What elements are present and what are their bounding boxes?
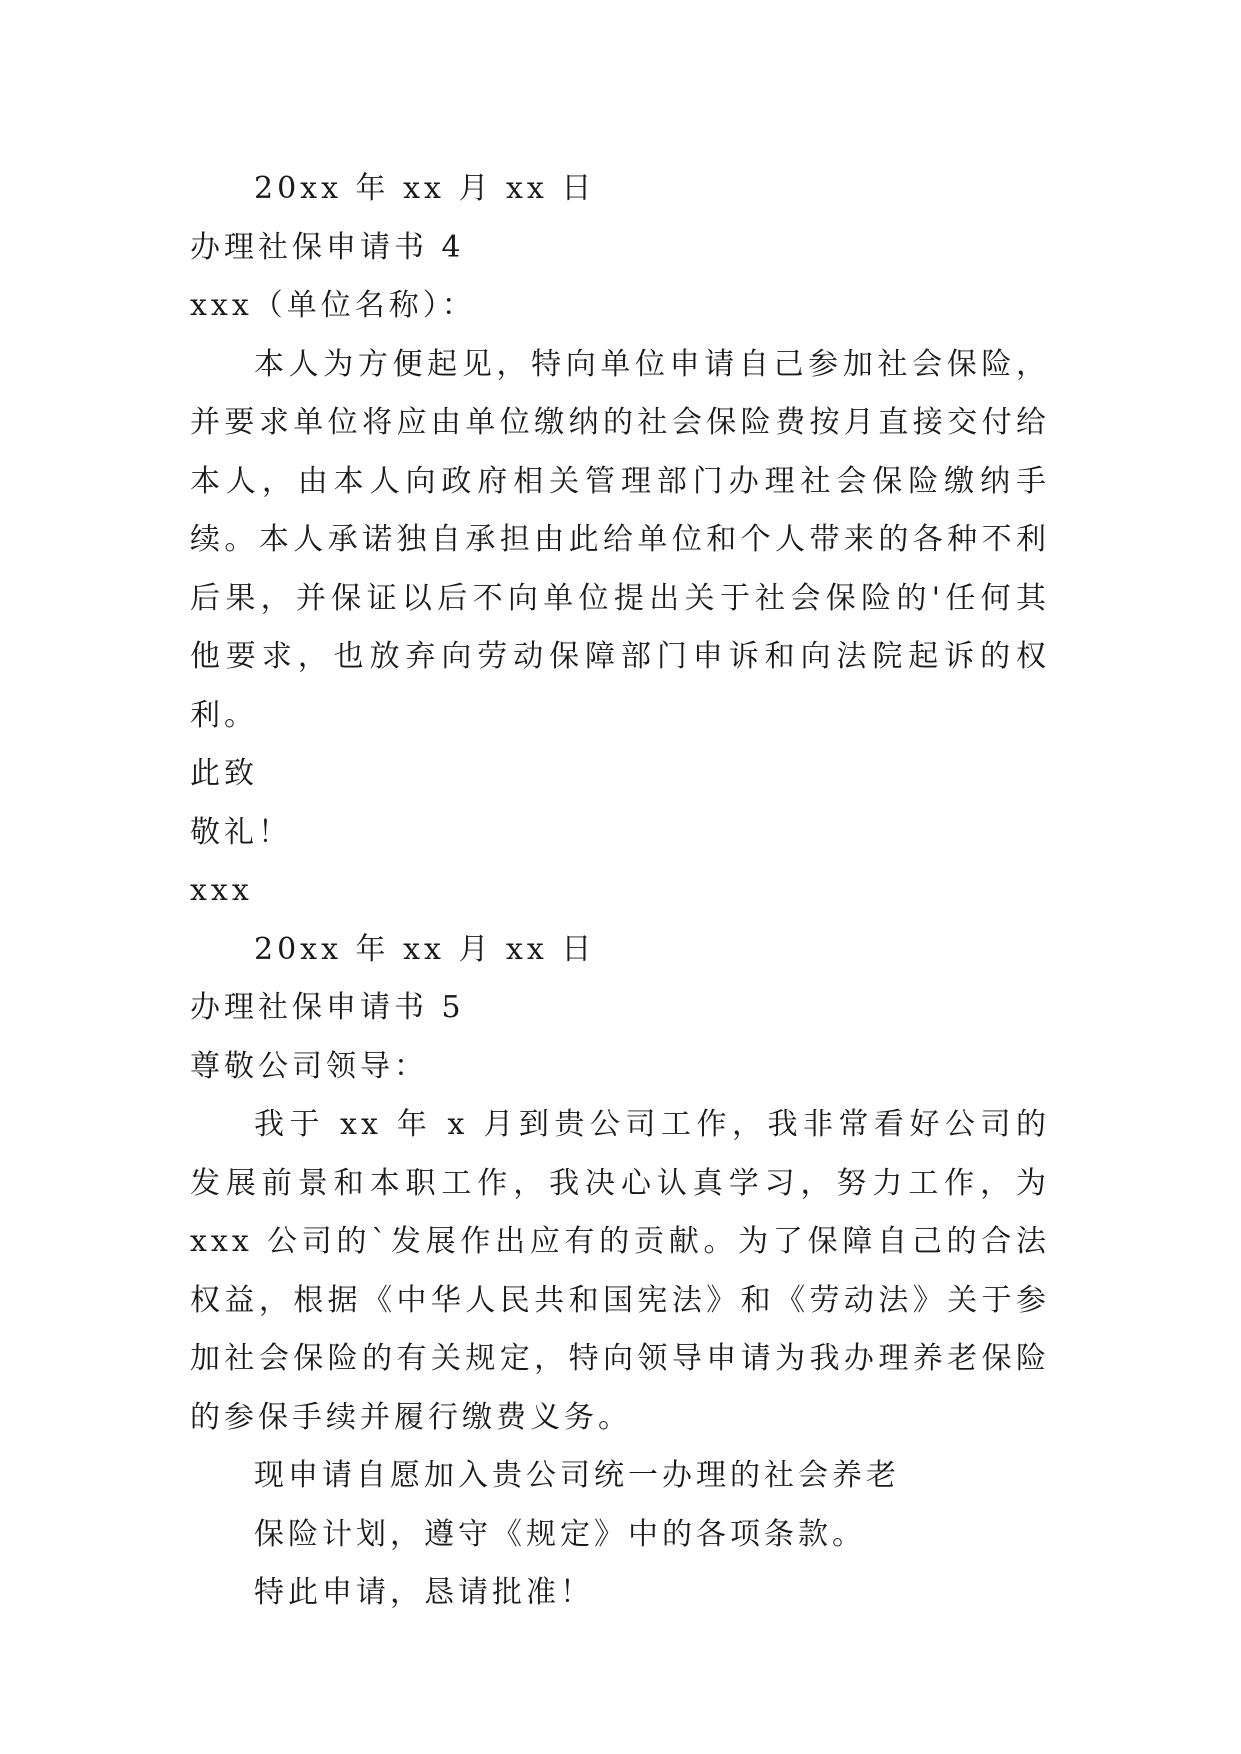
closing-line-2: 敬礼！	[190, 814, 292, 850]
application-line-1: 现申请自愿加入贵公司统一办理的社会养老	[254, 1458, 900, 1493]
application-line-3: 特此申请，恳请批准！	[254, 1575, 594, 1610]
date-line-previous: 20xx 年 xx 月 xx 日	[254, 171, 596, 206]
body-paragraph-5: 我于 xx 年 x 月到贵公司工作，我非常看好公司的发展前景和本职工作，我决心认真学习，努力工作，为 xxx 公司的`发展作出应有的贡献。为了保障自己的合法权益，根据《中华人民共和国宪法》和《劳动法》关于参加社会保险的有关规定，特向领导申请为我办理养老保险的参保手续并履行缴费义务。	[190, 1107, 1050, 1435]
recipient-line-5: 尊敬公司领导：	[190, 1048, 428, 1084]
body-paragraph-4: 本人为方便起见，特向单位申请自己参加社会保险，并要求单位将应由单位缴纳的社会保险费按月直接交付给本人，由本人向政府相关管理部门办理社会保险缴纳手续。本人承诺独自承担由此给单位和个人带来的各种不利后果，并保证以后不向单位提出关于社会保险的'任何其他要求，也放弃向劳动保障部门申诉和向法院起诉的权利。	[190, 346, 1050, 733]
closing-line-1: 此致	[190, 756, 258, 791]
application-line-2: 保险计划，遵守《规定》中的各项条款。	[254, 1516, 866, 1552]
document-content	[190, 160, 1050, 1623]
signature-line: xxx	[190, 873, 253, 908]
section-title-4: 办理社保申请书 4	[190, 229, 465, 265]
recipient-line-4: xxx（单位名称）：	[190, 288, 476, 323]
date-line-4: 20xx 年 xx 月 xx 日	[254, 931, 596, 967]
section-title-5: 办理社保申请书 5	[190, 990, 465, 1025]
